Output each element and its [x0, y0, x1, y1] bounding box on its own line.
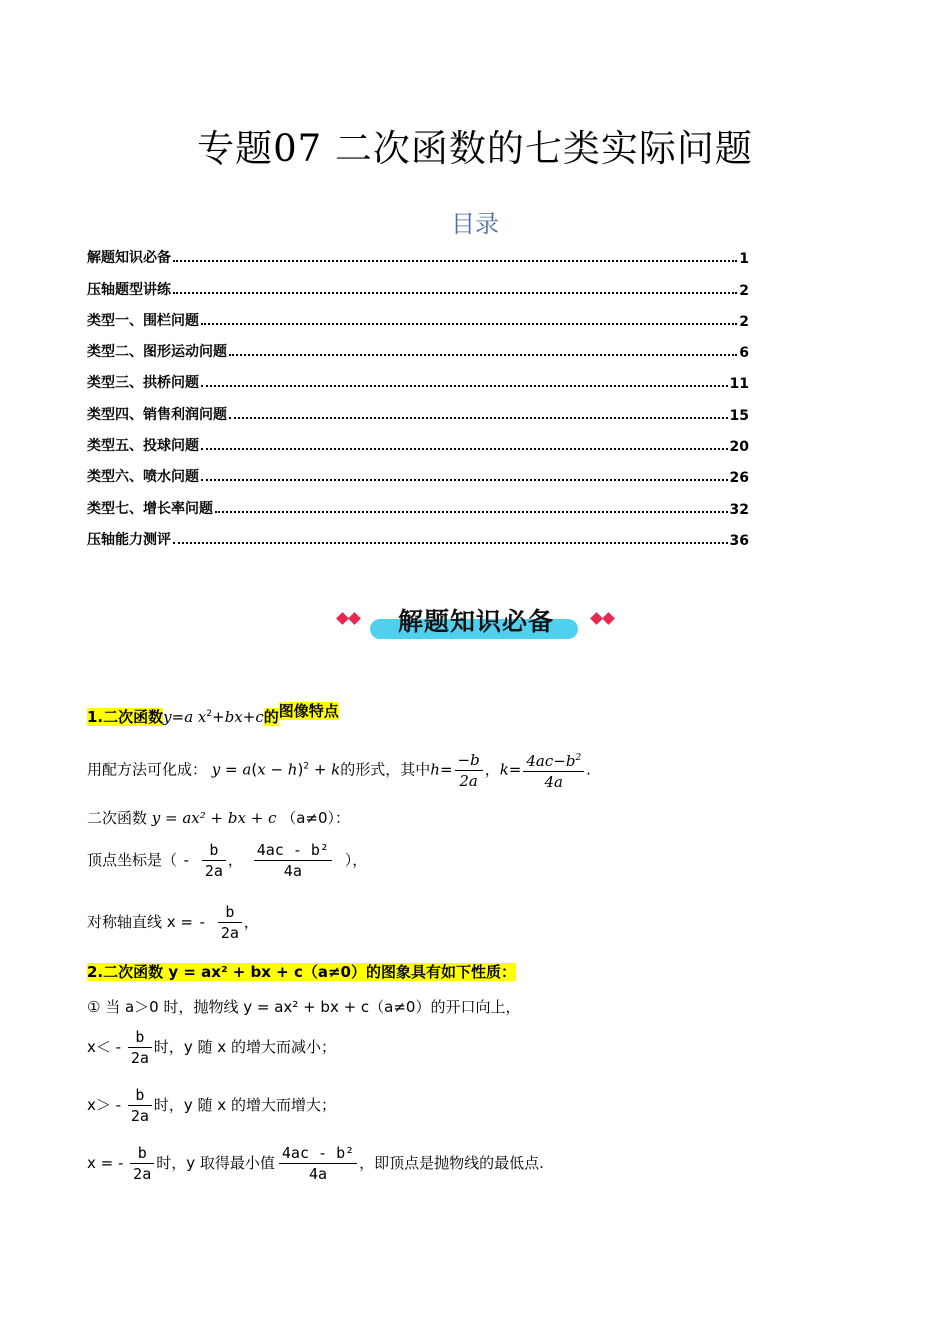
section-1-heading: 1.二次函数y=a $x^2+bx+c$的图像特点	[87, 702, 339, 726]
vertex-form-line: 用配方法可化成： $y = a(x - h)^2 + k$的形式，其中h= $\frac{-b}{2a}$ ，k= $\frac{4ac-b^2}{4a}$ .	[87, 748, 591, 792]
toc-item[interactable]: 类型五、投球问题 20	[87, 438, 749, 456]
banner-label: 解题知识必备	[397, 607, 554, 636]
toc-item[interactable]: 类型一、围栏问题 2	[87, 312, 749, 330]
table-of-contents	[87, 236, 749, 549]
general-form-line: 二次函数 y = ax² + bx + c （a≠0）：	[87, 809, 351, 827]
toc-item[interactable]: 类型四、销售利润问题 15	[87, 406, 749, 424]
page-title: 专题07 二次函数的七类实际问题	[197, 127, 753, 170]
toc-item[interactable]: 类型七、增长率问题 32	[87, 500, 749, 518]
toc-item[interactable]: 压轴能力测评 36	[87, 531, 749, 549]
property-line: x＜ - $\frac{b}{2a}$ 时，y 随 x 的增大而减小；	[87, 1028, 336, 1067]
axis-of-symmetry-line: 对称轴直线 x = - $\frac{b}{2a}$ ，	[87, 903, 259, 942]
section-2-heading: 2.二次函数 y = ax² + bx + c（a≠0）的图象具有如下性质：	[87, 963, 516, 981]
vertex-coordinates-line: 顶点坐标是（ - $\frac{b}{2a}$ ， $\frac{\text{4ac - b²}}{4a}$ ），	[87, 841, 368, 880]
toc-item[interactable]: 类型二、图形运动问题 6	[87, 344, 749, 362]
toc-item[interactable]: 压轴题型讲练 2	[87, 281, 749, 299]
toc-item[interactable]: 类型三、拱桥问题 11	[87, 375, 749, 393]
section-banner	[334, 600, 618, 644]
property-line: x = - $\frac{b}{2a}$ 时，y 取得最小值 $\frac{\text{4ac - b²}}{4a}$ ，即顶点是抛物线的最低点.	[87, 1144, 544, 1183]
property-line: x＞ - $\frac{b}{2a}$ 时，y 随 x 的增大而增大；	[87, 1086, 336, 1125]
property-intro: ① 当 a＞0 时，抛物线 y = ax² + bx + c（a≠0）的开口向上，	[87, 998, 521, 1016]
toc-item[interactable]: 类型六、喷水问题 26	[87, 469, 749, 487]
toc-item[interactable]: 解题知识必备 1	[87, 250, 749, 268]
toc-heading: 目录	[451, 210, 499, 238]
